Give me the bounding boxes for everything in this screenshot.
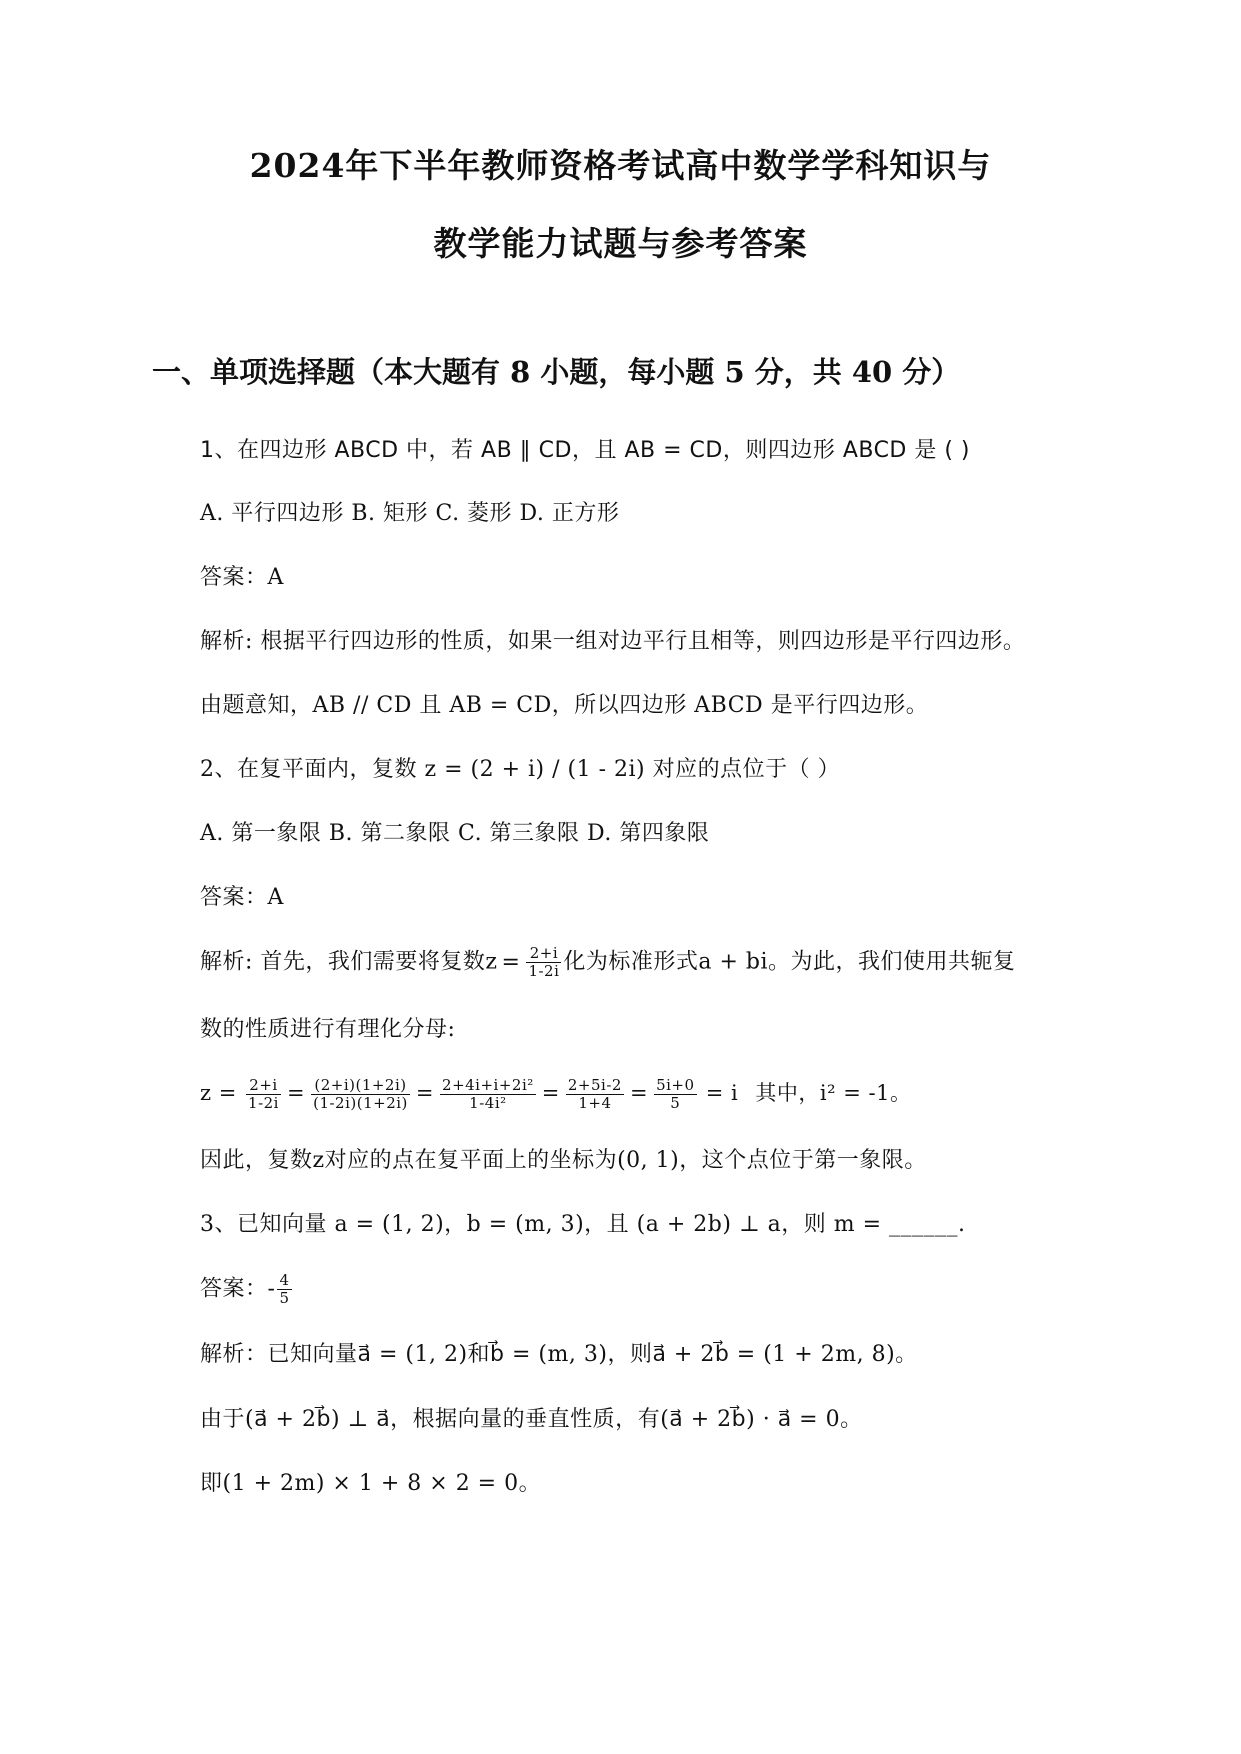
answer-sign: - (267, 1276, 276, 1302)
question-3-stem: 3、已知向量 a = (1, 2)，b = (m, 3)，且 (a + 2b) ⊥ a，则 m = ______. (200, 1212, 966, 1237)
fraction-numerator: 2+i (246, 1077, 281, 1095)
question-3-analysis-line-1: 解析：已知向量a⃗ = (1, 2)和b⃗ = (m, 3)，则a⃗ + 2b⃗ = (1 + 2m, 8)。 (200, 1342, 918, 1367)
document-title-line-2: 教学能力试题与参考答案 (433, 224, 808, 263)
question-1-answer: 答案：A (200, 565, 284, 590)
question-1-analysis-line-2: 由题意知，AB // CD 且 AB = CD，所以四边形 ABCD 是平行四边形。 (200, 693, 929, 718)
calc-lhs: z = (200, 1081, 237, 1105)
fraction-denominator: 1-2i (528, 962, 560, 980)
question-2-answer: 答案：A (200, 885, 284, 910)
fraction-numerator: 2+5i-2 (567, 1076, 622, 1094)
analysis-prefix: 解析: 首先，我们需要将复数 (200, 949, 486, 975)
fraction-numerator: 5i+0 (656, 1076, 695, 1094)
question-2-analysis-line-1 (200, 945, 1016, 980)
answer-label: 答案： (200, 1276, 268, 1302)
question-3-answer (200, 1272, 294, 1307)
calc-fraction-2 (311, 1077, 410, 1112)
fraction-denominator: 5 (279, 1289, 290, 1307)
question-2-stem: 2、在复平面内，复数 z = (2 + i) / (1 - 2i) 对应的点位于（ ） (200, 757, 841, 782)
fraction-denominator: 1-4i² (469, 1094, 507, 1112)
question-1-stem: 1、在四边形 ABCD 中，若 AB ∥ CD，且 AB = CD，则四边形 ABCD 是 ( ) (200, 438, 971, 463)
analysis-suffix: 化为标准形式a + bi。为此，我们使用共轭复 (563, 949, 1016, 975)
equals-sign: = (501, 949, 521, 975)
fraction-numerator: 2+i (526, 945, 561, 963)
calc-fraction-3 (440, 1077, 536, 1112)
fraction-numerator: 2+4i+i+2i² (442, 1076, 534, 1094)
fraction-denominator: 5 (670, 1094, 681, 1112)
question-3-analysis-line-3: 即(1 + 2m) × 1 + 8 × 2 = 0。 (200, 1471, 542, 1496)
calc-fraction-1 (246, 1077, 281, 1112)
question-3-analysis-line-2: 由于(a⃗ + 2b⃗) ⊥ a⃗，根据向量的垂直性质，有(a⃗ + 2b⃗) · a⃗ = 0。 (200, 1407, 863, 1432)
document-title-line-1: 2024年下半年教师资格考试高中数学学科知识与 (249, 146, 992, 185)
fraction-denominator: 1-2i (248, 1094, 279, 1112)
question-2-conclusion: 因此，复数z对应的点在复平面上的坐标为(0, 1)，这个点位于第一象限。 (200, 1148, 927, 1173)
fraction-numerator: 4 (279, 1271, 290, 1289)
calc-result: = i (705, 1081, 739, 1105)
fraction-denominator: (1-2i)(1+2i) (313, 1094, 408, 1112)
calc-fraction-4 (566, 1077, 624, 1112)
question-2-options: A. 第一象限 B. 第二象限 C. 第三象限 D. 第四象限 (200, 821, 710, 846)
section-heading: 一、单项选择题（本大题有 8 小题，每小题 5 分，共 40 分） (152, 355, 961, 389)
answer-fraction (277, 1272, 291, 1307)
fraction (526, 945, 561, 980)
calc-note: 其中，i² = -1。 (755, 1081, 912, 1105)
fraction-denominator: 1+4 (578, 1094, 612, 1112)
question-1-options: A. 平行四边形 B. 矩形 C. 菱形 D. 正方形 (200, 501, 620, 526)
question-2-analysis-line-2: 数的性质进行有理化分母: (200, 1017, 456, 1042)
fraction-numerator: (2+i)(1+2i) (311, 1077, 410, 1095)
var-z: z (485, 949, 498, 975)
question-2-calculation: z = $\frac{2+i}{1-2i}$ = $\frac{(2+i)(1+2i)}{(1-2i)(1+2i)}$ = $\frac{\text{2+4i+i+2i²}}{\text{1-4i²}}$ = $\frac{2+5i-2}{1+4}$ = $\frac{5i+0}{5}$ = i 其中，i² = -1。 (200, 1076, 912, 1112)
calc-fraction-5 (654, 1077, 696, 1112)
question-1-analysis-line-1: 解析: 根据平行四边形的性质，如果一组对边平行且相等，则四边形是平行四边形。 (200, 629, 1026, 654)
